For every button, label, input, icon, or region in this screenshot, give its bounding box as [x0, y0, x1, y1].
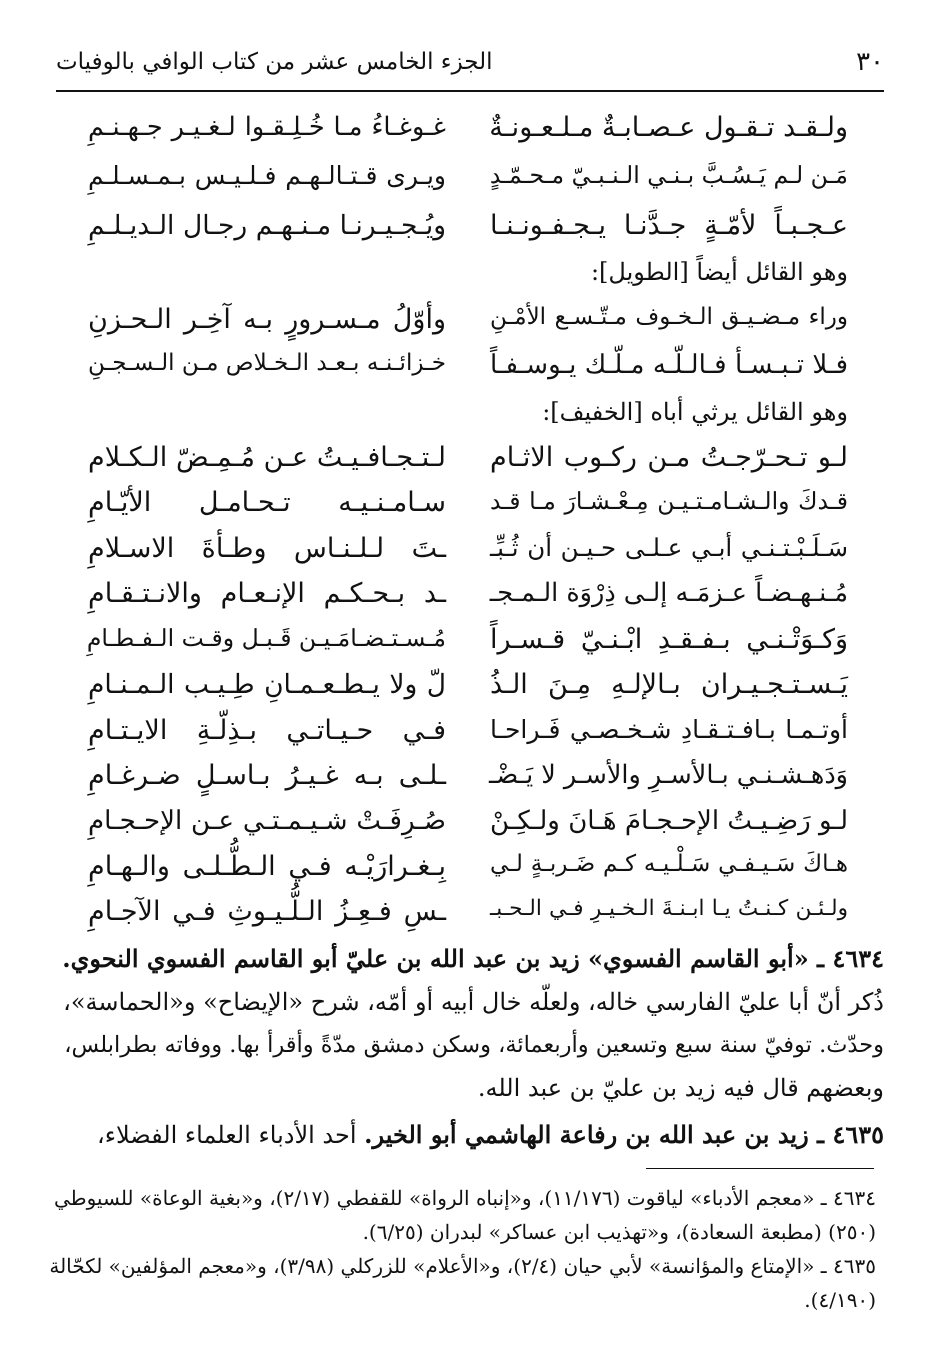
verse-first-hemistich: وَكـوَتْـنـي بـفـقـدِ ابْـنـيّ قـسـراً — [490, 624, 848, 655]
verse-line — [88, 669, 848, 713]
verse-line — [88, 896, 848, 940]
verse-line — [88, 112, 848, 156]
verse-first-hemistich: فـلا تـبـسـأ فـالـلّـه مـلّـك يـوسـفـاً — [490, 350, 848, 380]
entry-heading-4634: ٤٦٣٤ ـ «أبو القاسم الفسوي» زيد بن عبد الله بن عليّ أبو القاسم الفسوي النحوي. — [62, 944, 884, 973]
page-header — [56, 42, 884, 82]
entry-body-line: وبعضهم قال فيه زيد بن عليّ بن عبد الله. — [477, 1074, 884, 1102]
entry-body-line: ذُكر أنّ أبا عليّ الفارسي خاله، ولعلّه خال أبيه أو أمّه، شرح «الإيضاح» و«الحماسة»، — [63, 988, 884, 1016]
footnote-4635-line: (٤/١٩٠). — [804, 1288, 876, 1312]
verse-first-hemistich: مَـن لـم يَـسُـبَّ بـنـي الـنـبـيّ مـحـمّـدٍ — [489, 161, 848, 189]
verse-line — [88, 161, 848, 205]
verse-second-hemistich: لّ ولا يـطـعـمـانِ طِـيـب الـمـنـامِ — [88, 669, 446, 700]
verse-first-hemistich: ولـقـد تـقـول عـصـابـةٌ مـلـعـونـةٌ — [489, 112, 848, 143]
header-rule — [56, 90, 884, 92]
verse-line — [88, 624, 848, 668]
verse-first-hemistich: قـدكَ والـشـامـتـيـن مِـعْـشـارَ مـا قـد — [490, 487, 848, 515]
meter-intro: وهو القائل أيضاً [الطويل]: — [590, 258, 848, 286]
verse-first-hemistich: سَـلَـبْـتـنـي أبـي عـلـى حـيـن أن ثُـبِّـ — [490, 533, 848, 562]
verse-second-hemistich: خـزائـنـه بـعـد الـخـلاص مـن الـسـجـنِ — [88, 350, 446, 376]
verse-second-hemistich: ويُـجـيـرنـا مـنـهـم رجـال الـديـلـمِ — [88, 210, 446, 241]
verse-second-hemistich: ـتَ لـلـنـاس وطـأةَ الاسـلامِ — [88, 533, 446, 564]
verse-first-hemistich: مُـنـهـضـاً عـزمَـه إلـى ذِرْوَة الـمـجـ — [489, 578, 848, 608]
verse-line — [88, 806, 848, 850]
verse-second-hemistich: غـوغـاءُ مـا خُـلِـقـوا لـغـيـر جـهـنـمِ — [88, 112, 446, 142]
running-title: الجزء الخامس عشر من كتاب الوافي بالوفيات — [56, 49, 493, 75]
verse-first-hemistich: لـو تـحـرّجـتُ مـن ركـوب الاثـام — [490, 442, 848, 473]
footnote-4635-line: ٤٦٣٥ ـ «الإمتاع والمؤانسة» لأبي حيان (٢/٤)، و«الأعلام» للزركلي (٣/٩٨)، و«معجم المؤلفين» لكحّالة — [49, 1254, 876, 1278]
verse-first-hemistich: لـو رَضِـيـتُ الإحـجـامَ هَـانَ ولـكِـنْ — [490, 806, 848, 836]
verse-line — [88, 350, 848, 394]
footnote-4634-line: (٢٥٠) (مطبعة السعادة)، و«تهذيب ابن عساكر» لبدران (٦/٢٥). — [362, 1220, 876, 1244]
verse-second-hemistich: فـي حـيـاتـي بـذِلّـةِ الايـتـامِ — [88, 715, 446, 746]
verse-first-hemistich: ولـئـن كـنـتُ يـا ابـنـةَ الـخـيـرِ فـي الـحـبـ — [490, 896, 848, 921]
verse-first-hemistich: هـاكَ سَـيـفـي سَـلْـيـه كـم ضَـربـةٍ لـي — [490, 851, 848, 877]
verse-first-hemistich: عـجـبـاً لأمّـةٍ جـدَّنـا يـجـفـونـنـا — [490, 210, 848, 241]
verse-second-hemistich: سـامـنـيـه تـحـامـل الأيّـامِ — [88, 487, 446, 518]
footnote-4634-line: ٤٦٣٤ ـ «معجم الأدباء» لياقوت (١١/١٧٦)، و«إنباه الرواة» للقفطي (٢/١٧)، و«بغية الوعاة» للسيوطي — [54, 1186, 876, 1210]
entry-heading-4635: ٤٦٣٥ ـ زيد بن عبد الله بن رفاعة الهاشمي أبو الخير. — [364, 1120, 884, 1149]
verse-line — [88, 487, 848, 531]
entry-4635 — [56, 1120, 884, 1149]
entry-body-line: وحدّث. توفيّ سنة سبع وتسعين وأربعمائة، وسكن دمشق مدّةً وأقرأ بها. ووفاته بطرابلس، — [64, 1032, 884, 1058]
verse-second-hemistich: ـد بـحـكـم الإنـعـام والانـتـقـامِ — [88, 578, 446, 609]
verse-second-hemistich: صُـرِفَـتْ شـيـمـتـي عـن الإحـجـامِ — [88, 806, 446, 836]
verse-first-hemistich: يَـسـتـجـيـران بـالإلـهِ مِـنَ الـذُ — [490, 669, 848, 700]
verse-second-hemistich: ـسِ فـعِـزُ الـلُّـيـوثِ فـي الآجـامِ — [88, 896, 446, 927]
footnote-rule — [646, 1168, 874, 1169]
page-number: ٣٠ — [856, 47, 884, 77]
verse-second-hemistich: وأوّلُ مـسـرورٍ بـه آخِـر الـحـزنِ — [88, 304, 446, 335]
verse-line — [88, 442, 848, 486]
verse-second-hemistich: مُـسـتـضـامَـيـن قَـبـل وقـت الـفـطـامِ — [86, 624, 446, 652]
verse-line — [88, 578, 848, 622]
verse-line — [88, 760, 848, 804]
verse-line — [88, 715, 848, 759]
verse-first-hemistich: وَدَهـشـنـي بـالأسـرِ والأسـر لا يَـضْـ — [489, 760, 848, 790]
verse-second-hemistich: لـتـجـافـيـتُ عـن مُـمِـضّ الـكـلام — [88, 442, 446, 473]
meter-intro: وهو القائل يرثي أباه [الخفيف]: — [542, 398, 848, 426]
verse-second-hemistich: بِـغـرارَيْـه فـي الـطُّـلـى والـهـامِ — [88, 851, 446, 882]
verse-line — [88, 851, 848, 895]
verse-line — [88, 304, 848, 348]
verse-line — [88, 210, 848, 254]
entry-body-text: أحد الأدباء العلماء الفضلاء، — [96, 1121, 365, 1149]
verse-second-hemistich: ـلـى بـه غـيـرُ بـاسـلٍ ضـرغـامِ — [88, 760, 446, 791]
verse-line — [88, 533, 848, 577]
verse-first-hemistich: أوتـمـا بـافـتـقـادِ شـخـصـي فَـراحـا — [490, 715, 848, 744]
verse-second-hemistich: ويـرى قـتـالـهـم فـلـيـس بـمـسـلـمِ — [88, 161, 446, 190]
verse-first-hemistich: وراء مـضـيـق الـخـوف مـتّـسـع الأمْـنِ — [490, 304, 848, 330]
